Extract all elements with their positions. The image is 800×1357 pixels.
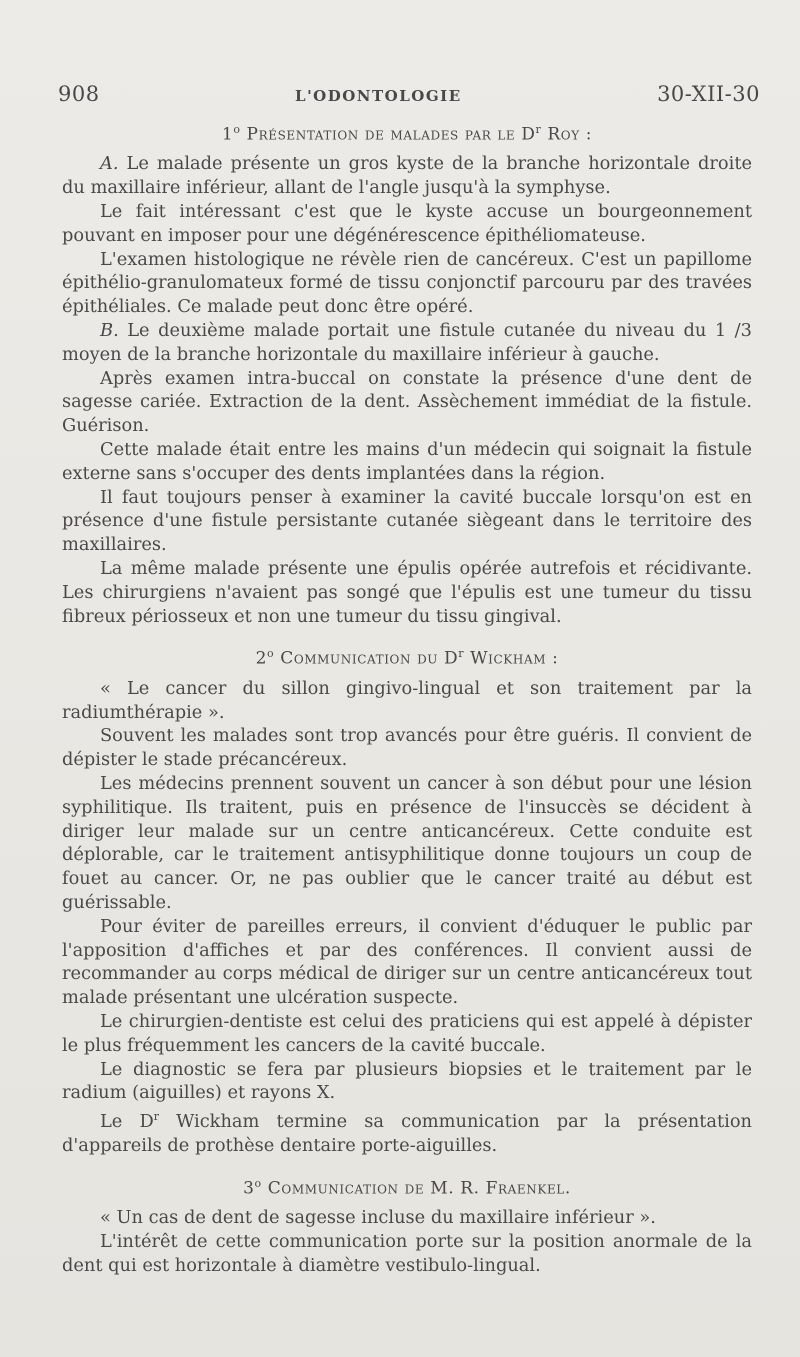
issue-date: 30-XII-30	[657, 82, 760, 106]
paragraph: Les médecins prennent souvent un cancer à son début pour une lésion syphilitique. Ils traitent, puis en présence de l'insuccès se décident à diriger leur malade sur un centre anticancéreux. Cette conduite est déplorable, car le traitement antisyphilitique donne toujours un coup de fouet au cancer. Or, ne pas oublier que le cancer traité au début est guérissable.	[62, 773, 752, 914]
paragraph: L'intérêt de cette communication porte sur la position anormale de la dent qui est horizontale à diamètre vestibulo-lingual.	[62, 1230, 752, 1276]
paragraph: L'examen histologique ne révèle rien de cancéreux. C'est un papillome épithélio-granulomateux formé de tissu conjonctif parcouru par des travées épithéliales. Ce malade peut donc être opéré.	[62, 248, 752, 318]
paragraph: Pour éviter de pareilles erreurs, il convient d'éduquer le public par l'apposition d'affiches et par des conférences. Il convient aussi de recommander au corps médical de diriger sur un centre anticancéreux tout malade présentant une ulcération suspecte.	[62, 915, 752, 1009]
paragraph: Souvent les malades sont trop avancés pour être guéris. Il convient de dépister le stade précancéreux.	[62, 725, 752, 771]
paragraph: Le diagnostic se fera par plusieurs biopsies et le traitement par le radium (aiguilles) et rayons X.	[62, 1058, 752, 1104]
paragraph: La même malade présente une épulis opérée autrefois et récidivante. Les chirurgiens n'avaient pas songé que l'épulis est une tumeur du tissu fibreux périosseux et non une tumeur du tissu gingival.	[62, 558, 752, 627]
journal-title: L'ODONTOLOGIE	[295, 87, 462, 105]
section-heading-1: 1$^o$ Présentation de malades par le $D^r$ Roy :	[221, 123, 593, 145]
paragraph: « Un cas de dent de sagesse incluse du maxillaire inférieur ».	[100, 1207, 656, 1229]
paragraph: « Le cancer du sillon gingivo-lingual et son traitement par la radiumthérapie ».	[62, 677, 752, 723]
paragraph: Le fait intéressant c'est que le kyste accuse un bourgeonnement pouvant en imposer pour une dégénérescence épithéliomateuse.	[62, 201, 752, 246]
case-label: A.	[100, 153, 119, 175]
paragraph: Le chirurgien-dentiste est celui des praticiens qui est appelé à dépister le plus fréquemment les cancers de la cavité buccale.	[62, 1011, 752, 1056]
paragraph: Le $D^r$ Wickham termine sa communication par la présentation d'appareils de prothèse dentaire porte-aiguilles.	[62, 1110, 752, 1156]
paragraph: Après examen intra-buccal on constate la présence d'une dent de sagesse cariée. Extraction de la dent. Assèchement immédiat de la fistule. Guérison.	[62, 367, 752, 437]
case-label: B.	[100, 320, 119, 342]
paragraph: A. Le malade présente un gros kyste de la branche horizontale droite du maxillaire inférieur, allant de l'angle jusqu'à la symphyse.	[62, 153, 752, 199]
section-heading-3: 3$^o$ Communication de M. R. Fraenkel.	[243, 1176, 571, 1199]
running-header	[58, 82, 760, 112]
paragraph: B. Le deuxième malade portait une fistule cutanée du niveau du 1 /3 moyen de la branche horizontale du maxillaire inférieur à gauche.	[62, 320, 752, 365]
paragraph: Cette malade était entre les mains d'un médecin qui soignait la fistule externe sans s'occuper des dents implantées dans la région.	[62, 439, 752, 484]
paragraph: Il faut toujours penser à examiner la cavité buccale lorsqu'on est en présence d'une fistule persistante cutanée siègeant dans le territoire des maxillaires.	[62, 486, 752, 556]
section-heading-2: 2$^o$ Communication du $D^r$ Wickham :	[255, 647, 559, 670]
page-number: 908	[58, 82, 100, 106]
article-body	[62, 118, 752, 1278]
